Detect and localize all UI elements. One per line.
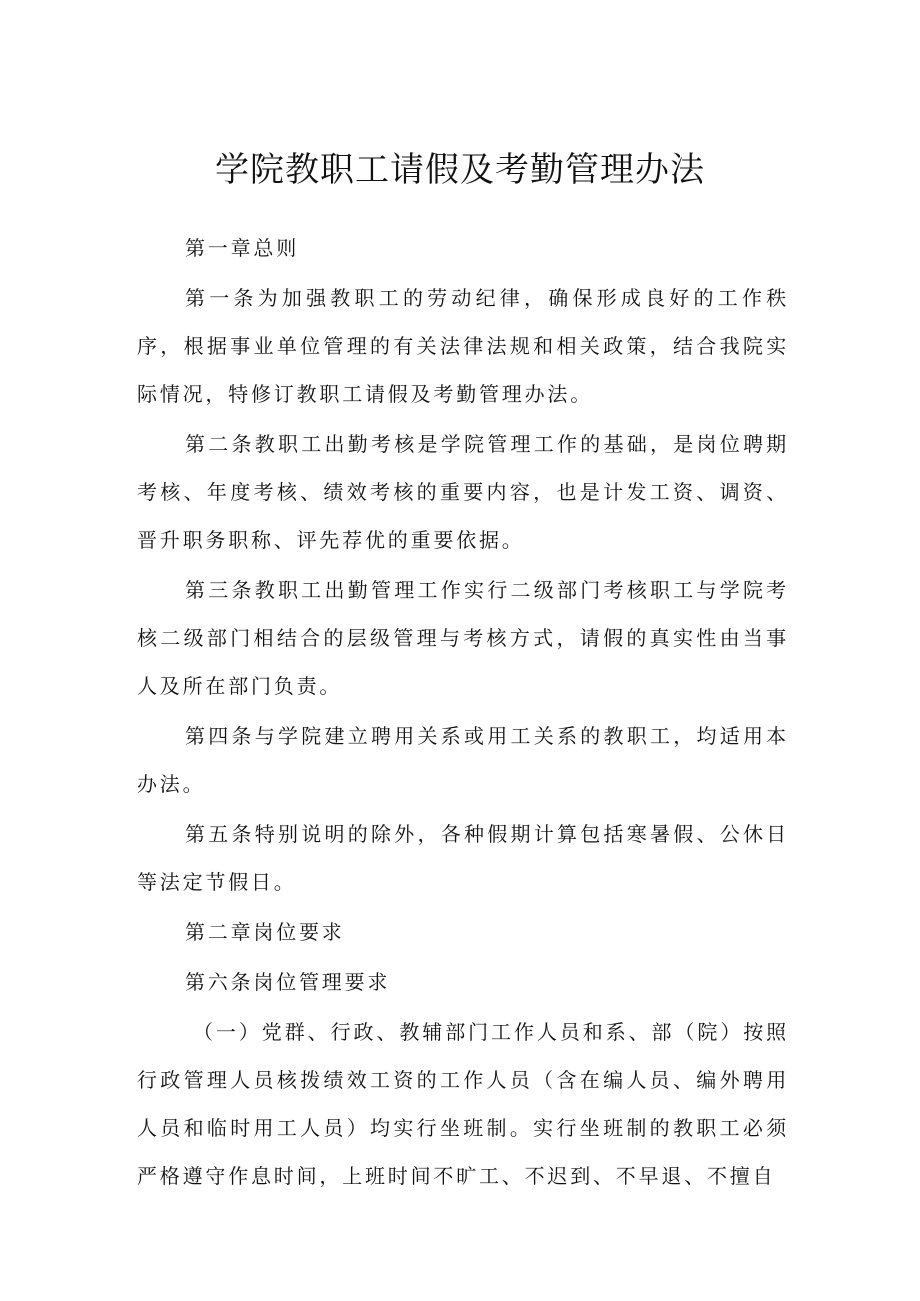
article-paragraph: 第五条特别说明的除外，各种假期计算包括寒暑假、公休日等法定节假日。 xyxy=(137,822,789,894)
article-item-paragraph: （一）党群、行政、教辅部门工作人员和系、部（院）按照行政管理人员核拨绩效工资的工作人员（含在编人员、编外聘用人员和临时用工人员）均实行坐班制。实行坐班制的教职工必须严格遵守作息时间，上班时间不旷工、不迟到、不早退、不擅自 xyxy=(137,1020,789,1188)
article-paragraph: 第一条为加强教职工的劳动纪律，确保形成良好的工作秩序，根据事业单位管理的有关法律法规和相关政策，结合我院实际情况，特修订教职工请假及考勤管理办法。 xyxy=(137,286,789,406)
article-paragraph: 第四条与学院建立聘用关系或用工关系的教职工，均适用本办法。 xyxy=(137,724,789,796)
chapter-heading: 第一章总则 xyxy=(185,236,299,260)
chapter-heading: 第二章岗位要求 xyxy=(185,920,345,944)
article-paragraph: 第六条岗位管理要求 xyxy=(185,970,391,994)
article-paragraph: 第三条教职工出勤管理工作实行二级部门考核职工与学院考核二级部门相结合的层级管理与考核方式，请假的真实性由当事人及所在部门负责。 xyxy=(137,578,789,698)
document-body xyxy=(137,224,789,1202)
document-title: 学院教职工请假及考勤管理办法 xyxy=(215,150,705,190)
article-paragraph: 第二条教职工出勤考核是学院管理工作的基础，是岗位聘期考核、年度考核、绩效考核的重要内容，也是计发工资、调资、晋升职务职称、评先荐优的重要依据。 xyxy=(137,432,789,552)
